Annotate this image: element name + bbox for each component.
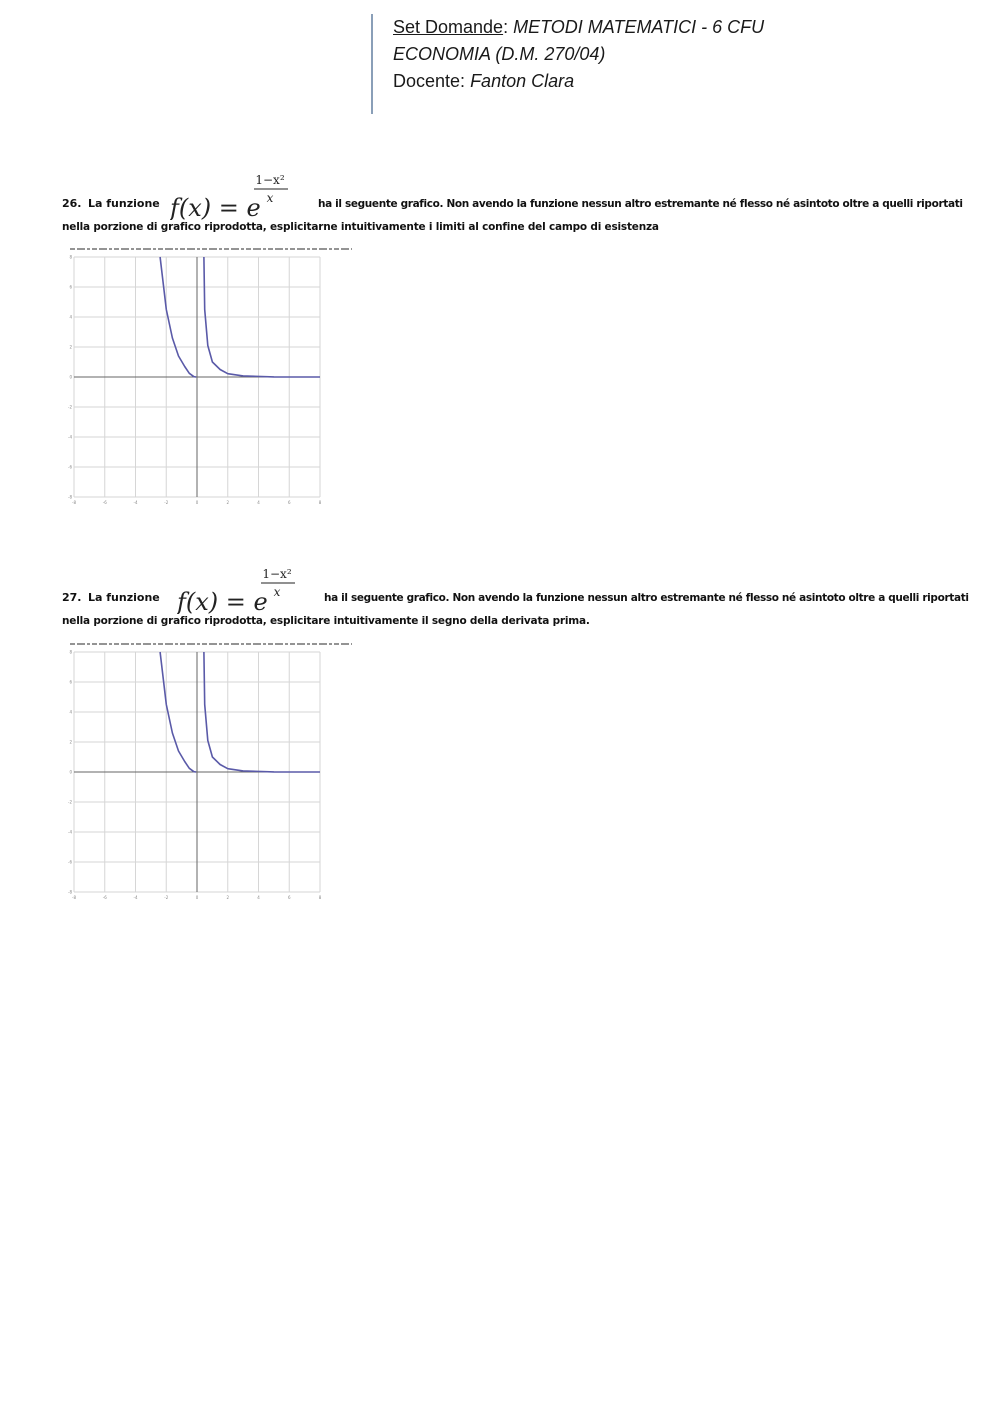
y-tick-label: 8 — [69, 649, 72, 655]
y-tick-label: 8 — [69, 254, 72, 260]
document-header — [371, 14, 931, 114]
y-tick-label: 0 — [69, 769, 72, 775]
function-graph-27 — [64, 640, 356, 902]
x-tick-label: 0 — [195, 895, 199, 900]
formula-exp-den: x — [266, 191, 274, 205]
docente-name: Fanton Clara — [470, 71, 575, 91]
formula-lhs: f(x) = e — [177, 588, 268, 614]
question-27 — [62, 554, 969, 627]
formula-lhs: f(x) = e — [170, 194, 261, 220]
question-text-1: ha il seguente grafico. Non avendo la funzione nessun altro estremante né flesso né asintoto oltre a quelli riportati — [324, 592, 969, 604]
x-tick-label: -6 — [102, 895, 107, 900]
x-tick-label: -4 — [133, 500, 138, 505]
y-tick-label: 6 — [69, 284, 72, 290]
x-tick-label: 2 — [226, 500, 230, 505]
x-tick-label: -6 — [102, 500, 107, 505]
header-line-1 — [393, 14, 931, 41]
header-colon: : — [503, 17, 509, 37]
formula-image — [170, 164, 300, 220]
x-tick-label: 8 — [318, 500, 322, 505]
x-tick-label: -2 — [164, 500, 169, 505]
course-title: METODI MATEMATICI - 6 CFU — [513, 17, 765, 37]
formula-image — [177, 558, 307, 614]
x-tick-label: 6 — [287, 500, 291, 505]
y-tick-label: -8 — [68, 494, 72, 500]
x-tick-label: 0 — [195, 500, 199, 505]
question-number: 27. — [62, 591, 82, 604]
header-line-3 — [393, 68, 931, 95]
question-text-2: nella porzione di grafico riprodotta, esplicitare intuitivamente il segno della derivata prima. — [62, 615, 590, 627]
y-tick-label: -8 — [68, 889, 72, 895]
y-tick-label: -2 — [68, 404, 72, 410]
x-tick-label: 4 — [257, 895, 260, 900]
x-tick-label: 6 — [287, 895, 291, 900]
y-tick-label: -6 — [68, 859, 72, 865]
formula-exp-den: x — [273, 585, 281, 599]
x-tick-label: -8 — [72, 895, 76, 900]
y-tick-label: 6 — [69, 679, 72, 685]
course-degree: ECONOMIA (D.M. 270/04) — [393, 44, 606, 64]
x-tick-label: 4 — [257, 500, 260, 505]
x-tick-label: 2 — [226, 895, 230, 900]
x-tick-label: -8 — [72, 500, 76, 505]
question-number: 26. — [62, 197, 82, 210]
formula-exp-num: 1−x² — [262, 567, 292, 581]
y-tick-label: -2 — [68, 799, 72, 805]
question-26 — [62, 160, 963, 233]
question-lead: La funzione — [88, 591, 160, 604]
y-tick-label: 0 — [69, 374, 72, 380]
y-tick-label: 2 — [69, 739, 72, 745]
y-tick-label: -4 — [68, 434, 72, 440]
question-text-1: ha il seguente grafico. Non avendo la funzione nessun altro estremante né flesso né asintoto oltre a quelli riportati — [318, 198, 963, 210]
x-tick-label: -4 — [133, 895, 138, 900]
y-tick-label: -4 — [68, 829, 72, 835]
header-line-2 — [393, 41, 931, 68]
question-text-2: nella porzione di grafico riprodotta, esplicitarne intuitivamente i limiti al confine del campo di esistenza — [62, 221, 659, 233]
x-tick-label: 8 — [318, 895, 322, 900]
y-tick-label: 4 — [69, 709, 72, 715]
set-domande-label: Set Domande — [393, 17, 504, 37]
formula-exp-num: 1−x² — [255, 173, 285, 187]
question-lead: La funzione — [88, 197, 160, 210]
docente-label: Docente: — [393, 71, 466, 91]
y-tick-label: 4 — [69, 314, 72, 320]
y-tick-label: -6 — [68, 464, 72, 470]
function-graph-26 — [64, 245, 356, 507]
y-tick-label: 2 — [69, 344, 72, 350]
x-tick-label: -2 — [164, 895, 169, 900]
